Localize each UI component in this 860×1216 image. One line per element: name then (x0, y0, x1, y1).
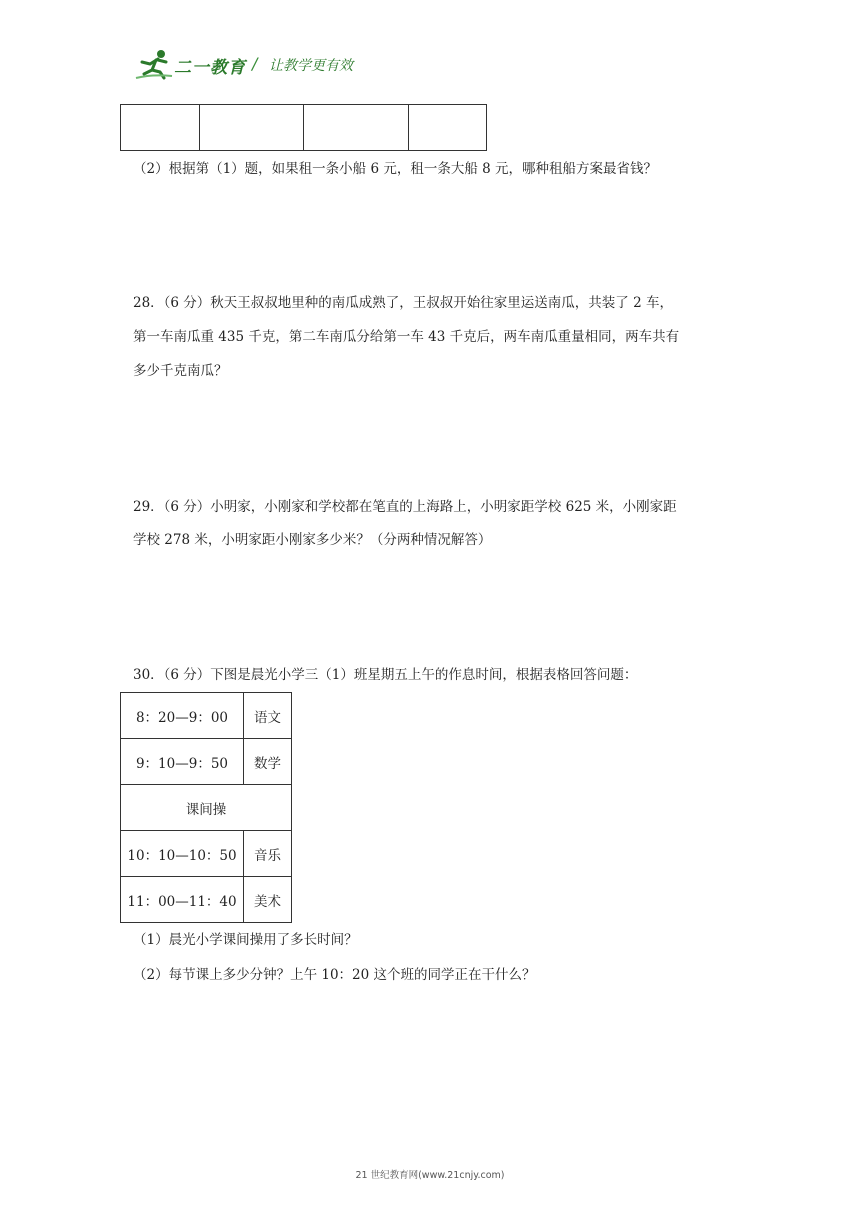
subject-cell: 音乐 (244, 831, 292, 877)
q27-answer-table (120, 104, 487, 151)
header (134, 48, 474, 82)
q30-part1: （1）晨光小学课间操用了多长时间？ (133, 932, 358, 948)
time-cell: 8：20—9：00 (121, 693, 244, 739)
logo-text: 二一教育 (174, 58, 246, 78)
subject-cell: 语文 (244, 693, 292, 739)
q30-part2: （2）每节课上多少分钟？上午 10：20 这个班的同学正在干什么？ (133, 967, 536, 983)
table-row (121, 831, 292, 877)
table-row (121, 877, 292, 923)
subject-cell: 美术 (244, 877, 292, 923)
q30-line1: 30．（6 分）下图是晨光小学三（1）班星期五上午的作息时间，根据表格回答问题： (133, 667, 638, 683)
q28-line2: 第一车南瓜重 435 千克，第二车南瓜分给第一车 43 千克后，两车南瓜重量相同，两车共有 (133, 329, 680, 345)
table-row (121, 105, 487, 151)
q28-line1: 28．（6 分）秋天王叔叔地里种的南瓜成熟了，王叔叔开始往家里运送南瓜，共装了 2 车， (133, 295, 673, 311)
logo-slogan: 让教学更有效 (269, 58, 353, 74)
table-row (121, 739, 292, 785)
table-cell (200, 105, 304, 151)
time-cell: 9：10—9：50 (121, 739, 244, 785)
table-row (121, 785, 292, 831)
break-cell: 课间操 (121, 785, 292, 831)
q29-line2: 学校 278 米，小明家距小刚家多少米？（分两种情况解答） (133, 532, 492, 548)
footer-source: 21 世纪教育网(www.21cnjy.com) (355, 1170, 505, 1181)
table-row (121, 693, 292, 739)
table-cell (121, 105, 200, 151)
table-cell (304, 105, 409, 151)
logo-separator: / (252, 54, 258, 73)
runner-logo-icon (134, 48, 174, 80)
table-cell (409, 105, 487, 151)
q29-line1: 29．（6 分）小明家，小刚家和学校都在笔直的上海路上，小明家距学校 625 米，小刚家距 (133, 499, 677, 515)
q27-part2: （2）根据第（1）题，如果租一条小船 6 元，租一条大船 8 元，哪种租船方案最省钱？ (133, 161, 658, 177)
subject-cell: 数学 (244, 739, 292, 785)
schedule-table (120, 692, 292, 923)
time-cell: 11：00—11：40 (121, 877, 244, 923)
q28-line3: 多少千克南瓜？ (133, 363, 228, 379)
time-cell: 10：10—10：50 (121, 831, 244, 877)
